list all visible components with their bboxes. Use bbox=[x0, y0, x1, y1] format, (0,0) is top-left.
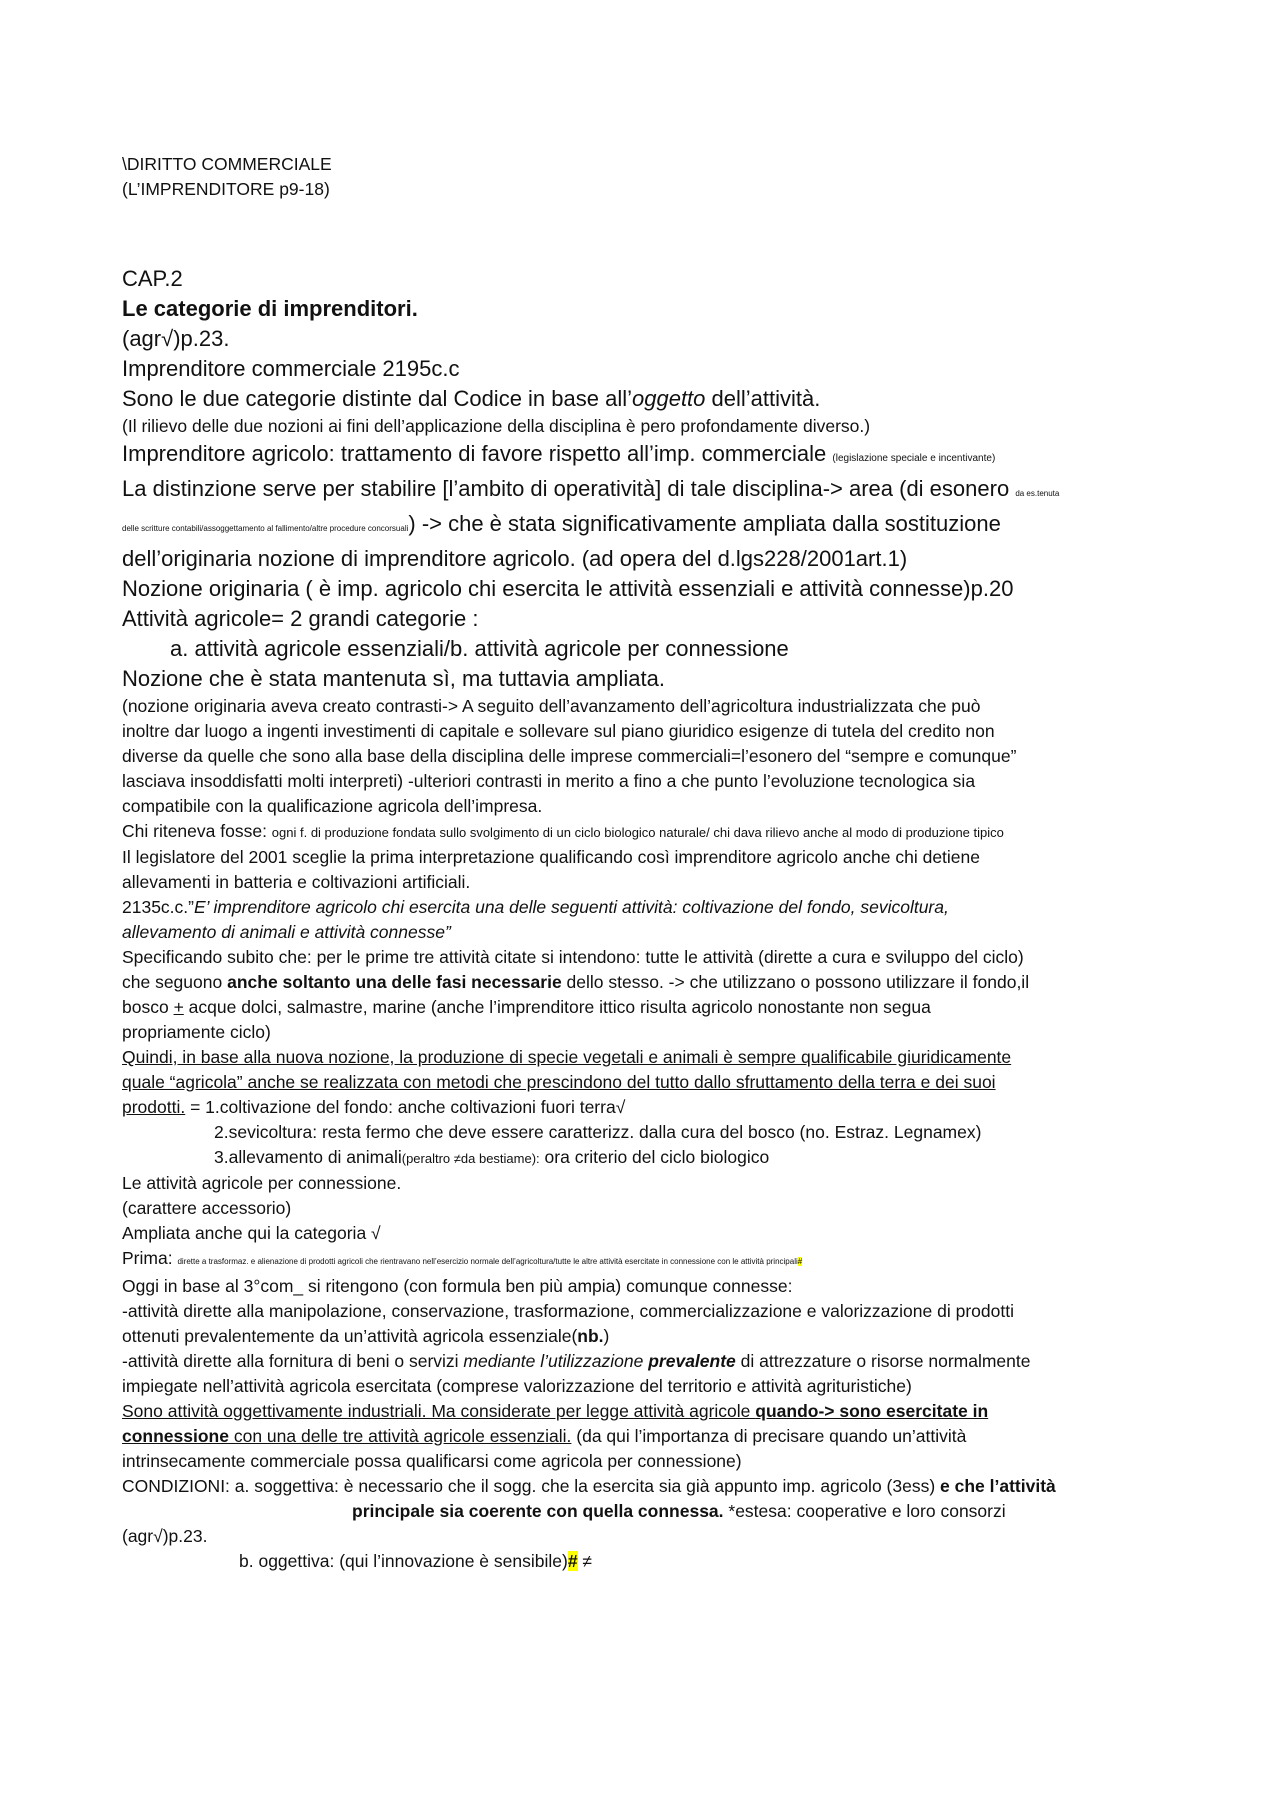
text-line: bosco + acque dolci, salmastre, marine (anche l’imprenditore ittico risulta agricolo nonostante non segua bbox=[122, 997, 931, 1017]
text-line: Chi riteneva fosse: ogni f. di produzione fondata sullo svolgimento di un ciclo biologico naturale/ chi dava rilievo anche al modo di produzione tipico bbox=[122, 821, 1004, 841]
text-line: delle scritture contabili/assoggettamento al fallimento/altre procedure concorsuali) -> che è stata significativamente ampliata dalla sostituzione bbox=[122, 511, 1001, 536]
text-line: La distinzione serve per stabilire [l’ambito di operatività] di tale disciplina-> area (di esonero da es.tenuta bbox=[122, 476, 1060, 501]
text-line: connessione con una delle tre attività agricole essenziali. (da qui l’importanza di precisare quando un’attività bbox=[122, 1426, 967, 1446]
text-line: Imprenditore commerciale 2195c.c bbox=[122, 356, 460, 381]
text-line: (agr√)p.23. bbox=[122, 326, 230, 351]
paragraph-line: inoltre dar luogo a ingenti investimenti di capitale e sollevare sul piano giuridico esigenze di tutela del credito non bbox=[122, 721, 995, 741]
text-line: Prima: dirette a trasformaz. e alienazione di prodotti agricoli che rientravano nell’esercizio normale dell’agricoltura/tutte le altre attività esercitate in connessione con le attività principali# bbox=[122, 1248, 803, 1268]
text-line: ottenuti prevalentemente da un’attività agricola essenziale(nb.) bbox=[122, 1326, 610, 1346]
text-line: Quindi, in base alla nuova nozione, la produzione di specie vegetali e animali è sempre qualificabile giuridicamente bbox=[122, 1047, 1012, 1067]
text-line: quale “agricola” anche se realizzata con metodi che prescindono del tutto dallo sfruttamento della terra e dei suoi bbox=[122, 1072, 996, 1092]
text-line: Attività agricole= 2 grandi categorie : bbox=[122, 606, 479, 631]
text-line: intrinsecamente commerciale possa qualificarsi come agricola per connessione) bbox=[122, 1451, 742, 1471]
paragraph-line: compatibile con la qualificazione agricola dell’impresa. bbox=[122, 796, 543, 816]
chapter-label: CAP.2 bbox=[122, 266, 183, 291]
text-line: Specificando subito che: per le prime tre attività citate si intendono: tutte le attività (dirette a cura e sviluppo del ciclo) bbox=[122, 947, 1024, 967]
text-line: prodotti. = 1.coltivazione del fondo: anche coltivazioni fuori terra√ bbox=[122, 1097, 626, 1117]
paragraph-line: lasciava insoddisfatti molti interpreti) -ulteriori contrasti in merito a fino a che punto l’evoluzione tecnologica sia bbox=[122, 771, 976, 791]
document-subtitle: (L’IMPRENDITORE p9-18) bbox=[122, 179, 330, 199]
list-item: 2.sevicoltura: resta fermo che deve essere caratterizz. dalla cura del bosco (no. Estraz. Legnamex) bbox=[214, 1122, 982, 1142]
text-line: Le attività agricole per connessione. bbox=[122, 1173, 402, 1193]
text-line: (agr√)p.23. bbox=[122, 1526, 208, 1546]
text-line: (carattere accessorio) bbox=[122, 1198, 292, 1218]
text-line: -attività dirette alla fornitura di beni o servizi mediante l’utilizzazione prevalente di attrezzature o risorse normalmente bbox=[122, 1351, 1031, 1371]
text-line: Nozione che è stata mantenuta sì, ma tuttavia ampliata. bbox=[122, 666, 665, 691]
text-line: impiegate nell’attività agricola esercitata (comprese valorizzazione del territorio e attività agrituristiche) bbox=[122, 1376, 912, 1396]
text-line: Oggi in base al 3°com_ si ritengono (con formula ben più ampia) comunque connesse: bbox=[122, 1276, 793, 1296]
text-line: 2135c.c.”E’ imprenditore agricolo chi esercita una delle seguenti attività: coltivazione del fondo, sevicoltura, bbox=[122, 897, 949, 917]
section-heading: Le categorie di imprenditori. bbox=[122, 296, 418, 321]
text-line: principale sia coerente con quella connessa. *estesa: cooperative e loro consorzi bbox=[352, 1501, 1006, 1521]
paragraph-line: diverse da quelle che sono alla base della disciplina delle imprese commerciali=l’esonero del “sempre e comunque” bbox=[122, 746, 1017, 766]
text-line: che seguono anche soltanto una delle fasi necessarie dello stesso. -> che utilizzano o possono utilizzare il fondo,il bbox=[122, 972, 1030, 992]
document-body bbox=[122, 152, 1182, 1574]
text-line: Sono attività oggettivamente industriali. Ma considerate per legge attività agricole quando-> sono esercitate in bbox=[122, 1401, 989, 1421]
text-line: Il legislatore del 2001 sceglie la prima interpretazione qualificando così imprenditore agricolo anche chi detiene bbox=[122, 847, 981, 867]
list-item: 3.allevamento di animali(peraltro ≠da bestiame): ora criterio del ciclo biologico bbox=[214, 1147, 770, 1167]
text-line: allevamento di animali e attività connesse” bbox=[122, 922, 451, 942]
text-line: Imprenditore agricolo: trattamento di favore rispetto all’imp. commerciale (legislazione speciale e incentivante) bbox=[122, 441, 996, 466]
document-title: \DIRITTO COMMERCIALE bbox=[122, 154, 332, 174]
text-line: CONDIZIONI: a. soggettiva: è necessario che il sogg. che la esercita sia già appunto imp. agricolo (3ess) e che l’attività bbox=[122, 1476, 1056, 1496]
text-line: Nozione originaria ( è imp. agricolo chi esercita le attività essenziali e attività connesse)p.20 bbox=[122, 576, 1014, 601]
list-item: a. attività agricole essenziali/b. attività agricole per connessione bbox=[170, 636, 789, 661]
text-line: -attività dirette alla manipolazione, conservazione, trasformazione, commercializzazione e valorizzazione di prodotti bbox=[122, 1301, 1014, 1321]
text-line: allevamenti in batteria e coltivazioni artificiali. bbox=[122, 872, 471, 892]
text-line: (Il rilievo delle due nozioni ai fini dell’applicazione della disciplina è pero profondamente diverso.) bbox=[122, 416, 871, 436]
spacer bbox=[122, 202, 1182, 264]
text-line: Ampliata anche qui la categoria √ bbox=[122, 1223, 381, 1243]
paragraph-line: (nozione originaria aveva creato contrasti-> A seguito dell’avanzamento dell’agricoltura industrializzata che può bbox=[122, 696, 981, 716]
text-line: Sono le due categorie distinte dal Codice in base all’oggetto dell’attività. bbox=[122, 386, 821, 411]
text-line: b. oggettiva: (qui l’innovazione è sensibile)# ≠ bbox=[239, 1551, 593, 1571]
text-line: dell’originaria nozione di imprenditore agricolo. (ad opera del d.lgs228/2001art.1) bbox=[122, 546, 908, 571]
text-line: propriamente ciclo) bbox=[122, 1022, 271, 1042]
